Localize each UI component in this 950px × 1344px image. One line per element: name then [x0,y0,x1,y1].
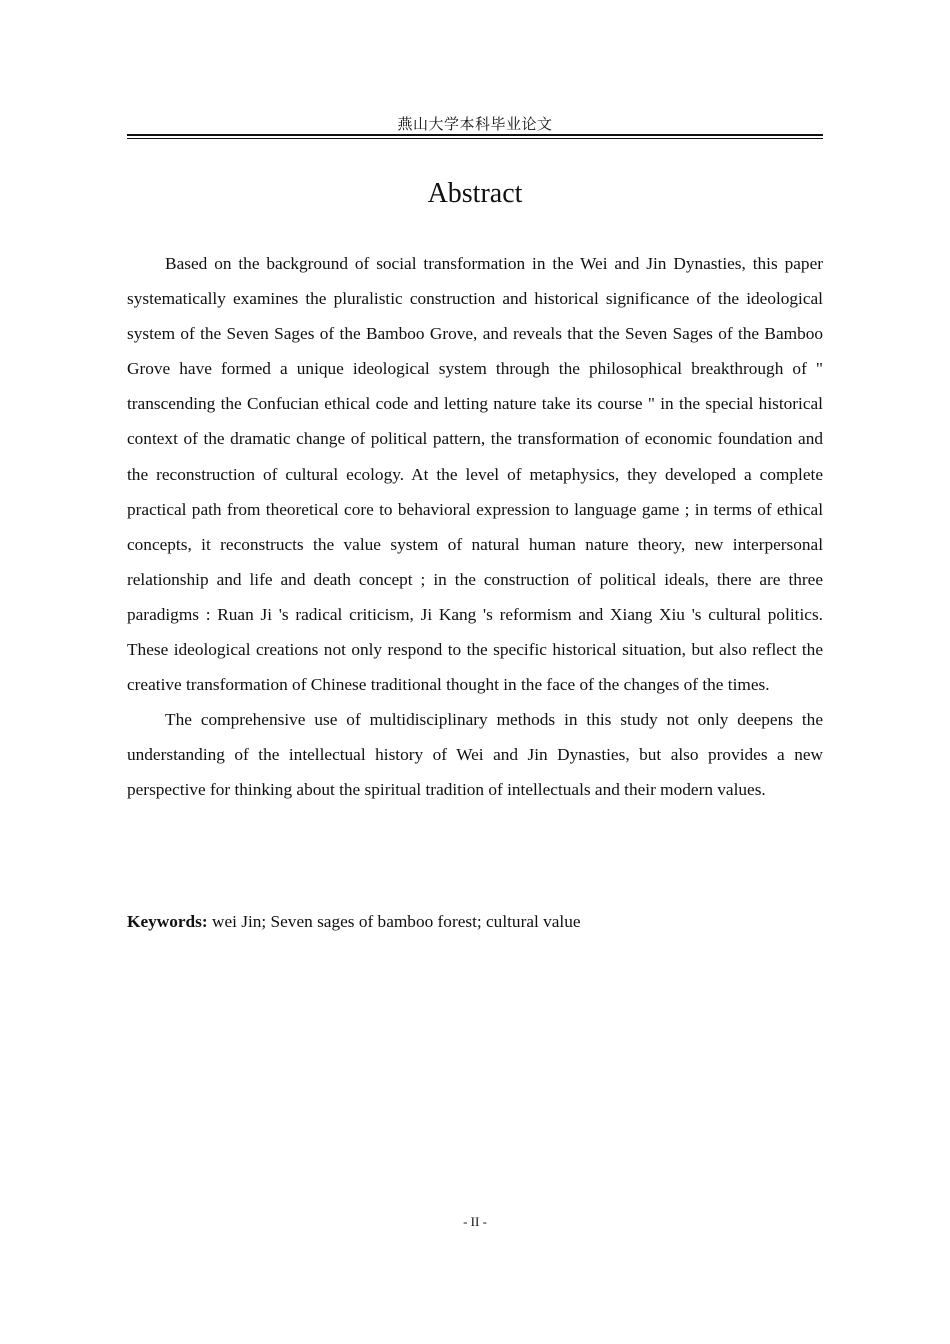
running-header: 燕山大学本科毕业论文 [397,115,553,133]
header-rule-thin [127,138,823,139]
abstract-paragraph-2: The comprehensive use of multidisciplinary methods in this study not only deepens the understanding of the intellectual history of Wei and Jin Dynasties, but also provides a new perspective for thinking about the spiritual tradition of intellectuals and their modern values. [127,710,823,800]
abstract-title: Abstract [427,178,523,209]
abstract-paragraph-1: Based on the background of social transformation in the Wei and Jin Dynasties, this paper systematically examines the pluralistic construction and historical significance of the ideological system of the Seven Sages of the Bamboo Grove, and reveals that the Seven Sages of the Bamboo Grove have formed a unique ideological system through the philosophical breakthrough of " transcending the Confucian ethical code and letting nature take its course " in the special historical context of the dramatic change of political pattern, the transformation of economic foundation and the reconstruction of cultural ecology. At the level of metaphysics, they developed a complete practical path from theoretical core to behavioral expression to language game ; in terms of ethical concepts, it reconstructs the value system of natural human nature theory, new interpersonal relationship and life and death concept ; in the construction of political ideals, there are three paradigms : Ruan Ji 's radical criticism, Ji Kang 's reformism and Xiang Xiu 's cultural politics. These ideological creations not only respond to the specific historical situation, but also reflect the creative transformation of Chinese traditional thought in the face of the changes of the times. [127,254,823,695]
keywords-text: wei Jin; Seven sages of bamboo forest; cultural value [211,912,581,931]
header-rule-thick [127,134,823,136]
page-number: - II - [463,1214,487,1229]
keywords-label: Keywords: [127,912,208,931]
keywords-line [127,906,823,938]
abstract-body [127,246,823,808]
